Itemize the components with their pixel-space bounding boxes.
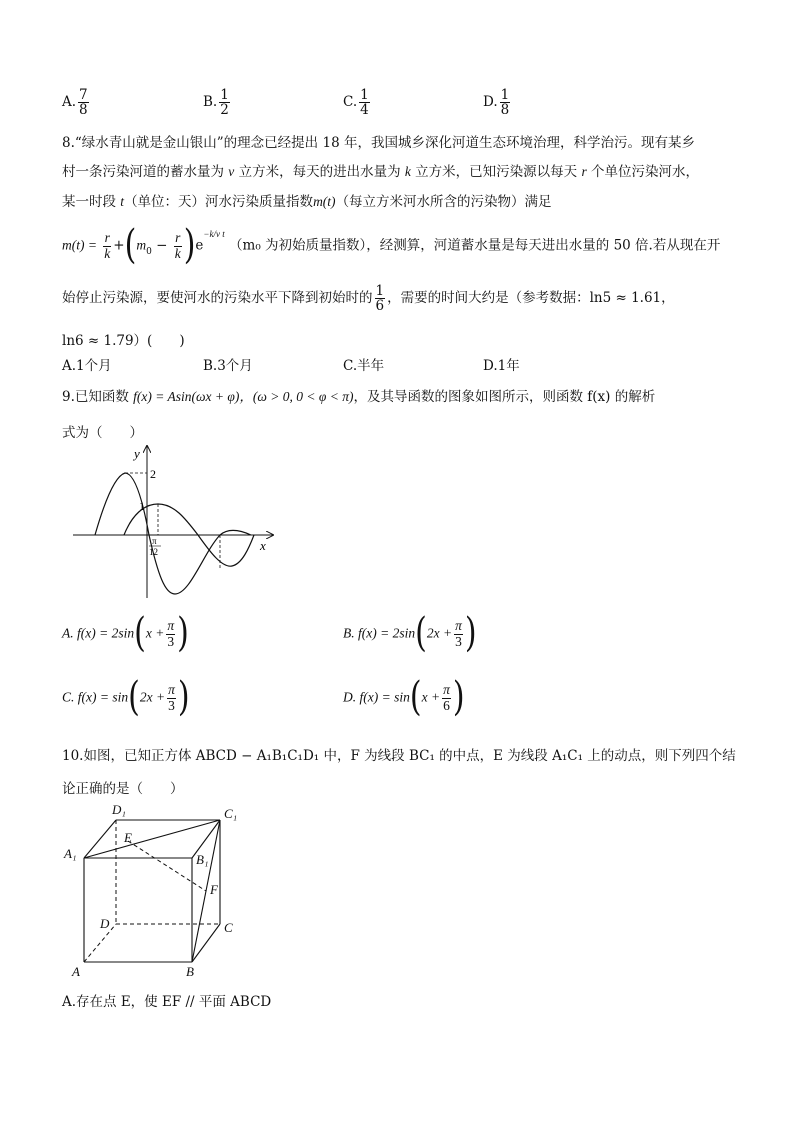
fraction: $\frac{1}{4}$ (360, 87, 369, 119)
label-C1: C₁ (224, 806, 238, 821)
q9-line1: 9.已知函数 f(x) = Asin(ωx + φ)，(ω > 0, 0 < φ < π)，及其导函数的图象如图所示，则函数 f(x) 的解析 (62, 389, 656, 405)
fraction: $\frac{1}{2}$ (220, 87, 229, 119)
q8-formula-note: （m₀ 为初始质量指数），经测算，河道蓄水量是每天进出水量的 50 倍.若从现在开 (229, 237, 721, 254)
tick-1: 1 (139, 499, 145, 513)
q8-line6: ln6 ≈ 1.79）( ) (62, 333, 185, 349)
q10-line1: 10.如图，已知正方体 ABCD − A₁B₁C₁D₁ 中，F 为线段 BC₁ 的中点，E 为线段 A₁C₁ 上的动点，则下列四个结 (62, 748, 736, 764)
q8-line3: 某一时段 t（单位：天）河水污染质量指数m(t)（每立方米河水所含的污染物）满足 (62, 194, 552, 210)
q7-option-c: C. $\frac{1}{4}$ (343, 87, 369, 119)
label-D1: D₁ (112, 802, 126, 817)
tick-pi: π (152, 536, 157, 546)
label-A: A (72, 964, 80, 979)
q9-line2: 式为（ ） (62, 425, 143, 441)
label-B1: B₁ (196, 852, 209, 867)
label-B: B (186, 964, 194, 979)
q8-option-c: C.半年 (343, 358, 385, 374)
q8-line1: 8.“绿水青山就是金山银山”的理念已经提出 18 年，我国城乡深化河道生态环境治理，科学治污。现有某乡 (62, 135, 695, 151)
derivative-curve (95, 473, 251, 594)
q9-function-graph (68, 440, 283, 602)
q9-option-b: B. f(x) = 2sin(2x + $\frac{\pi}{3}$ ) (343, 609, 477, 657)
q7-option-d: D. $\frac{1}{8}$ (483, 87, 510, 119)
q8-line5: 始停止污染源，要使河水的污染水平下降到初始时的 $\frac{1}{6}$ ，需要的时间大约是（参考数据：ln5 ≈ 1.61， (62, 283, 675, 315)
q8-formula: m(t) = $\frac{r}{k}$ $+(m_0$ − $\frac{r}{k}$ )$e^{-k/v t}$ （m₀ 为初始质量指数），经测算，河道蓄水量是每天进出水量的 50 倍.若从现在开 (62, 221, 721, 269)
q8-option-b: B.3个月 (203, 358, 253, 374)
q10-line2: 论正确的是（ ） (62, 781, 184, 797)
q9-option-d: D. f(x) = sin(x + $\frac{\pi}{6}$ ) (343, 673, 465, 721)
label-E: E (124, 830, 132, 845)
q8-option-d: D.1年 (483, 358, 520, 374)
fraction: $\frac{1}{8}$ (500, 87, 510, 119)
fraction: $\frac{7}{8}$ (79, 87, 88, 119)
label-D: D (100, 916, 110, 931)
label-A1: A₁ (64, 846, 77, 861)
q7-option-b: B. $\frac{1}{2}$ (203, 87, 229, 119)
tick-12: 12 (149, 547, 158, 557)
label-F: F (210, 882, 218, 897)
q8-line2: 村一条污染河道的蓄水量为 v 立方米，每天的进出水量为 k 立方米，已知污染源以每天 r 个单位污染河水， (62, 164, 700, 180)
q9-option-c: C. f(x) = sin(2x + $\frac{\pi}{3}$ ) (62, 673, 190, 721)
q10-cube-diagram (60, 796, 260, 982)
q8-option-a: A.1个月 (62, 358, 112, 374)
x-axis-label: x (260, 538, 266, 553)
tick-2: 2 (150, 467, 156, 481)
label-C: C (224, 920, 233, 935)
q10-option-a: A.存在点 E，使 EF // 平面 ABCD (62, 994, 272, 1010)
q7-option-a: A. $\frac{7}{8}$ (62, 87, 88, 119)
q9-option-a: A. f(x) = 2sin(x + $\frac{\pi}{3}$ ) (62, 609, 189, 657)
y-axis-label: y (134, 446, 140, 461)
